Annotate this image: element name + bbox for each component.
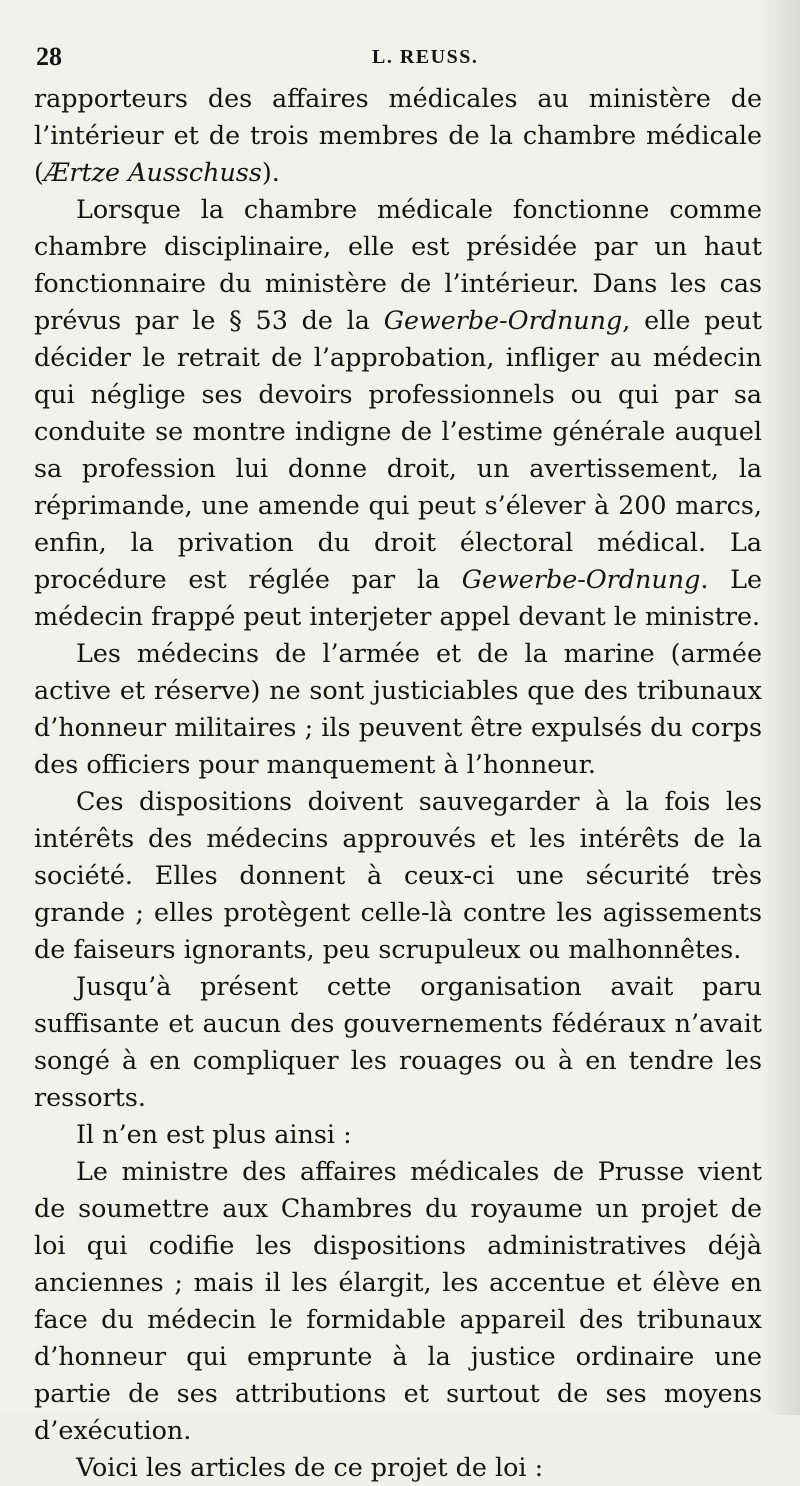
paragraph	[34, 968, 762, 1116]
page-number: 28	[36, 42, 62, 71]
text-run: Lorsque la chambre médicale fonctionne comme chambre disciplinaire, elle est présidée par un haut fonctionnaire du ministère de l’intérieur. Dans les cas prévus par le § 53 de la	[34, 194, 762, 335]
paragraph	[34, 783, 762, 968]
text-run: Il n’en est plus ainsi :	[76, 1119, 352, 1149]
paragraph	[34, 80, 762, 191]
running-head: L. REUSS.	[372, 46, 479, 68]
text-run: Voici les articles de ce projet de loi :	[76, 1452, 544, 1482]
paragraph	[34, 635, 762, 783]
text-run: . Le médecin frappé peut interjeter appel devant le ministre.	[34, 564, 763, 631]
text-run: , elle peut décider le retrait de l’approbation, infliger au médecin qui néglige ses devoirs professionnels ou qui par sa conduite se montre indigne de l’estime générale auquel sa profession lui donne droit, un avertissement, la réprimande, une amende qui peut s’élever à 200 marcs, enfin, la privation du droit électoral médical. La procédure est réglée par la	[34, 305, 763, 594]
text-run: Les médecins de l’armée et de la marine (armée active et réserve) ne sont justiciables que des tribunaux d’honneur militaires ; ils peuvent être expulsés du corps des officiers pour manquement à l’honneur.	[34, 638, 762, 779]
body-text	[34, 80, 762, 1486]
paragraph	[34, 1153, 762, 1449]
text-run: ).	[261, 157, 280, 187]
text-run: Le ministre des affaires médicales de Prusse vient de soumettre aux Chambres du royaume un projet de loi qui codifie les dispositions administratives déjà anciennes ; mais il les élargit, les accentue et élève en face du médecin le formidable appareil des tribunaux d’honneur qui emprunte à la justice ordinaire une partie de ses attributions et surtout de ses moyens d’exécution.	[34, 1156, 762, 1445]
paragraph	[34, 1116, 762, 1153]
paragraph	[34, 191, 762, 635]
italic-term: Ærtze Ausschuss	[43, 157, 262, 187]
paragraph	[34, 1449, 762, 1486]
text-run: Jusqu’à présent cette organisation avait paru suffisante et aucun des gouvernements fédéraux n’avait songé à en compliquer les rouages ou à en tendre les ressorts.	[34, 971, 762, 1112]
text-run: Ces dispositions doivent sauvegarder à la fois les intérêts des médecins approuvés et les intérêts de la société. Elles donnent à ceux-ci une sécurité très grande ; elles protègent celle-là contre les agissements de faiseurs ignorants, peu scrupuleux ou malhonnêtes.	[34, 786, 762, 964]
italic-term: Gewerbe-Ordnung	[383, 305, 623, 335]
italic-term: Gewerbe-Ordnung	[461, 564, 701, 594]
page-header	[36, 42, 760, 78]
text-run: rapporteurs des affaires médicales au ministère de l’intérieur et de trois membres de la chambre médicale (	[34, 83, 762, 187]
